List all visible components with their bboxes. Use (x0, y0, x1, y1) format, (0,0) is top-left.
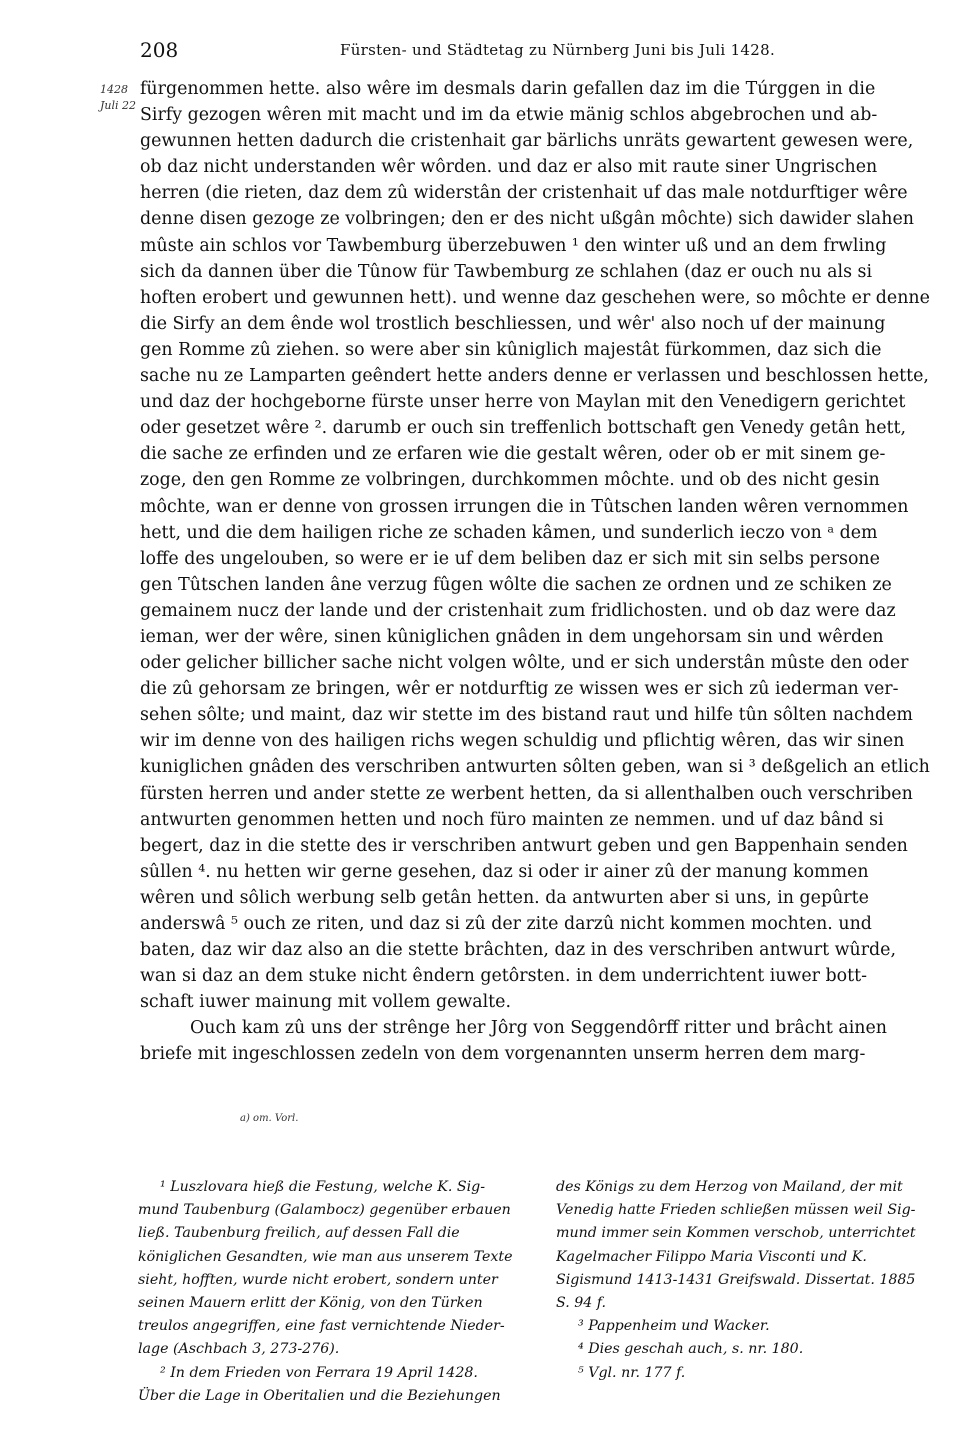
margin-date-day: Juli 22 (100, 99, 137, 112)
text-line: Ouch kam zû uns der strênge her Jôrg von Seggendôrff ritter und brâcht ainen (190, 1018, 888, 1039)
footnote-line: mund immer sein Kommen verschob, unterrichtet (556, 1225, 916, 1242)
text-line: oder gesetzet wêre ². darumb er ouch sin treffenlich bottschaft gen Venedy getân hett, (140, 418, 907, 439)
page-number: 208 (140, 38, 179, 62)
footnote-line: des Königs zu dem Herzog von Mailand, der mit (556, 1179, 903, 1195)
text-line: gemainem nucz der lande und der cristenhait zum fridlichosten. und ob daz were daz (140, 600, 896, 621)
footnote-line: S. 94 f. (556, 1294, 607, 1311)
footnotes-left-column (138, 1176, 533, 1408)
footnote-line: seinen Mauern erlitt der König, von den Türken (138, 1294, 483, 1311)
text-line: denne disen gezoge ze volbringen; den er des nicht ußgân môchte) sich dawider slahen (140, 209, 914, 230)
text-line: môchte, wan er denne von grossen irrungen die in Tûtschen landen wêren vernommen (140, 496, 909, 517)
footnote-line: ² In dem Frieden von Ferrara 19 April 1428. (160, 1364, 478, 1381)
text-line: gen Tûtschen landen âne verzug fûgen wôlte die sachen ze ordnen und ze schiken ze (140, 574, 892, 595)
footnote-line: ³ Pappenheim und Wacker. (578, 1318, 770, 1335)
footnote-line: ¹ Luszlovara hieß die Festung, welche K. Sig- (160, 1179, 486, 1195)
text-line: wir im denne von des hailigen richs wegen schuldig und pflichtig wêren, das wir sinen (140, 731, 905, 752)
footnote-line: ⁴ Dies geschah auch, s. nr. 180. (578, 1341, 804, 1358)
footnote-line: königlichen Gesandten, wie man aus unserem Texte (138, 1248, 513, 1265)
footnote-line: treulos angegriffen, eine fast vernichtende Nieder- (138, 1318, 505, 1335)
text-line: sehen sôlte; und maint, daz wir stette im des bistand raut und hilfe tûn sôlten nachdem (140, 705, 913, 726)
footnote-line: Kagelmacher Filippo Maria Visconti und K. (556, 1248, 867, 1265)
text-line: die Sirfy an dem ênde wol trostlich beschliessen, und wêr' also noch uf der mainung (140, 313, 886, 334)
page-header (140, 38, 840, 64)
footnote-line: lage (Aschbach 3, 273-276). (138, 1341, 340, 1358)
text-line: ieman, wer der wêre, sinen kûniglichen gnâden in dem ungehorsam sin und wêrden (140, 626, 884, 647)
text-line: antwurten genommen hetten und noch füro mainten ze nemmen. und uf daz bând si (140, 809, 884, 830)
text-line: fürgenommen hette. also wêre im desmals darin gefallen daz im die Túrggen in die (140, 79, 876, 99)
text-line: oder gelicher billicher sache nicht volgen wôlte, und er sich understân mûste den oder (140, 653, 909, 674)
text-line: sich da dannen über die Tûnow für Tawbemburg ze schlahen (daz er ouch nu als si (140, 261, 873, 282)
footnotes-right-column (556, 1176, 951, 1385)
footnote-line: Sigismund 1413-1431 Greifswald. Dissertat. 1885 (556, 1271, 916, 1288)
text-line: schaft iuwer mainung mit vollem gewalte. (140, 992, 511, 1013)
text-line: hett, und die dem hailigen riche ze schaden kâmen, und sunderlich ieczo von ᵃ dem (140, 522, 878, 543)
text-line: briefe mit ingeschlossen zedeln von dem vorgenannten unserm herren dem marg- (140, 1044, 866, 1065)
text-line: die sache ze erfinden und ze erfaren wie die gestalt wêren, oder ob er mit sinem ge- (140, 444, 886, 465)
text-line: wêren und sôlich werbung selb getân hetten. da antwurten aber si uns, in gepûrte (140, 887, 869, 908)
text-line: Sirfy gezogen wêren mit macht und im da etwie mänig schlos abgebrochen und ab- (140, 105, 878, 126)
margin-date-year: 1428 (100, 83, 128, 96)
text-line: sûllen ⁴. nu hetten wir gerne gesehen, daz si oder ir ainer zû der manung kommen (140, 861, 869, 882)
text-line: kuniglichen gnâden des verschriben antwurten sôlten geben, wan si ³ deßgelich an etlich (140, 757, 930, 778)
footnote-line: Über die Lage in Oberitalien und die Beziehungen (138, 1387, 501, 1404)
text-line: fürsten herren und ander stette ze werbent hetten, da si allenthalben ouch verschriben (140, 783, 913, 804)
text-line: hoften erobert und gewunnen hett). und wenne daz geschehen were, so môchte er denne (140, 287, 930, 308)
footnote-line: Venedig hatte Frieden schließen müssen weil Sig- (556, 1202, 916, 1219)
text-line: loffe des ungelouben, so were er ie uf dem beliben daz er sich mit sin selbs persone (140, 548, 880, 569)
text-line: baten, daz wir daz also an die stette brâchten, daz in des verschriben antwurt wûrde, (140, 940, 896, 961)
text-line: ob daz nicht understanden wêr wôrden. und daz er also mit raute siner Ungrischen (140, 157, 878, 178)
text-line: mûste ain schlos vor Tawbemburg überzebuwen ¹ den winter uß und an dem frwling (140, 235, 887, 256)
text-line: sache nu ze Lamparten geêndert hette anders denne er verlassen und beschlossen hette, (140, 366, 929, 387)
text-line: gen Romme zû ziehen. so were aber sin kûniglich majestât fürkommen, daz sich die (140, 339, 882, 360)
running-title: Fürsten- und Städtetag zu Nürnberg Juni bis Juli 1428. (340, 41, 776, 59)
margin-date-note (100, 82, 140, 114)
variant-note: a) om. Vorl. (240, 1113, 299, 1124)
footnote-line: ließ. Taubenburg freilich, auf dessen Fall die (138, 1225, 460, 1242)
text-line: zoge, den gen Romme ze volbringen, durchkommen môchte. und ob des nicht gesin (140, 470, 880, 491)
text-line: begert, daz in die stette des ir verschriben antwurt geben und gen Bappenhain senden (140, 835, 908, 856)
text-line: die zû gehorsam ze bringen, wêr er notdurftig ze wissen wes er sich zû iederman ver- (140, 679, 899, 700)
text-line: gewunnen hetten dadurch die cristenhait gar bärlichs unräts gewartent gewesen were, (140, 131, 914, 152)
footnote-line: sieht, hofften, wurde nicht erobert, sondern unter (138, 1271, 498, 1288)
text-line: herren (die rieten, daz dem zû widerstân der cristenhait uf das male notdurftiger wêre (140, 183, 908, 204)
text-line: und daz der hochgeborne fürste unser herre von Maylan mit den Venedigern gerichtet (140, 392, 906, 413)
footnote-line: ⁵ Vgl. nr. 177 f. (578, 1364, 686, 1381)
text-line: anderswâ ⁵ ouch ze riten, und daz si zû der zite darzû nicht kommen mochten. und (140, 914, 872, 934)
text-line: wan si daz an dem stuke nicht êndern getôrsten. in dem underrichtent iuwer bott- (140, 966, 867, 987)
body-text (140, 76, 960, 1068)
footnotes (138, 1176, 958, 1406)
footnote-line: mund Taubenburg (Galambocz) gegenüber erbauen (138, 1202, 511, 1219)
